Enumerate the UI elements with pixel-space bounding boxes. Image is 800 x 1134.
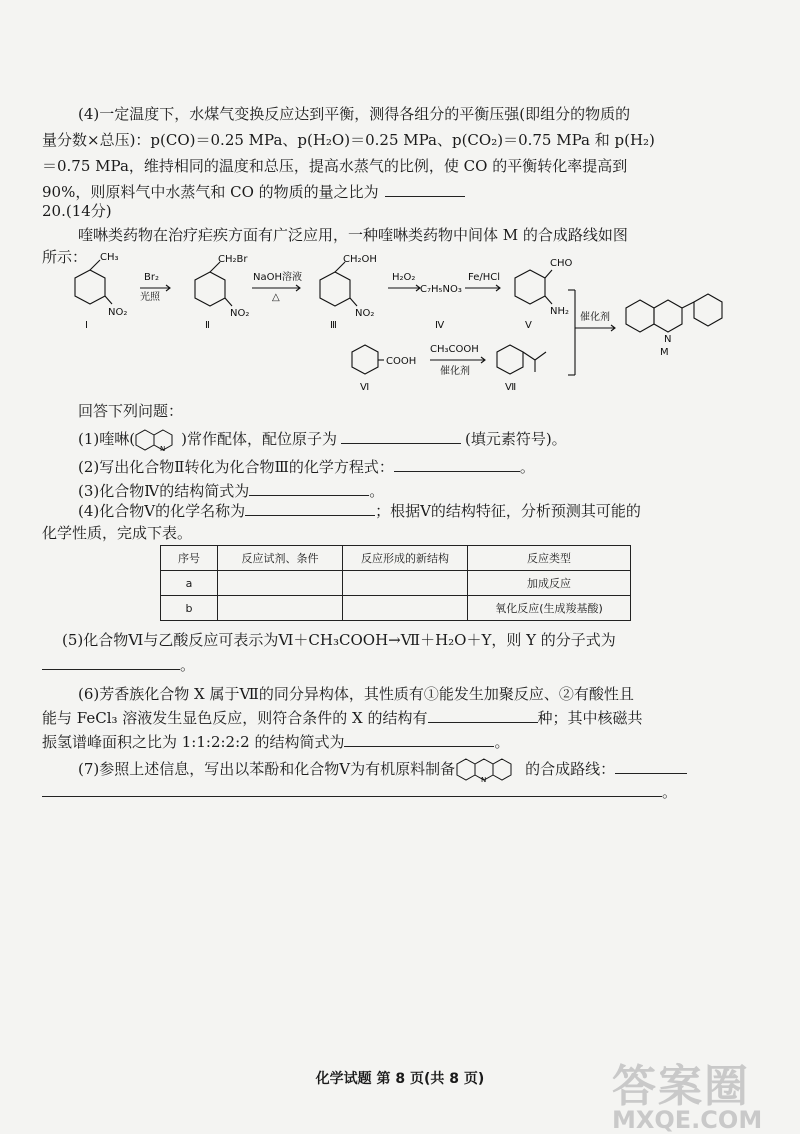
benzene-ring-III	[320, 272, 350, 306]
q4-line4: 90%，则原料气中水蒸气和 CO 的物质的量之比为	[42, 181, 760, 203]
question-6-line1: (6)芳香族化合物 X 属于Ⅶ的同分异构体，其性质有①能发生加聚反应、②有酸性且	[78, 685, 634, 703]
benzene-ring-I	[75, 270, 105, 304]
label-IV: Ⅳ	[435, 320, 445, 331]
reaction-table	[160, 545, 631, 621]
reagent-ch3cooh: CH₃COOH	[430, 344, 479, 355]
question-1: (1)喹啉( N )常作配体，配位原子为 (填元素符号)。	[78, 430, 567, 452]
label-VI: Ⅵ	[360, 382, 370, 393]
watermark-logo: 答案圈	[612, 1061, 750, 1112]
formula-IV: C₇H₅NO₃	[420, 284, 462, 295]
benzene-ring-V	[515, 270, 545, 304]
reagent-naoh: NaOH溶液	[253, 272, 302, 283]
ch2oh-label: CH₂OH	[343, 254, 377, 265]
synthesis-scheme	[60, 250, 750, 400]
q1-answer-blank[interactable]	[341, 429, 461, 444]
q4-answer-blank[interactable]	[385, 182, 465, 197]
q20-intro-2: 所示：	[42, 248, 88, 266]
table-cell-blank[interactable]	[218, 571, 343, 596]
no2-label-II: NO₂	[230, 308, 250, 319]
reagent-h2o2: H₂O₂	[392, 272, 416, 283]
table-cell-blank[interactable]	[343, 596, 468, 621]
label-VII: Ⅶ	[505, 382, 517, 393]
q7-route-blank-1[interactable]	[615, 759, 687, 774]
label-M: M	[660, 347, 669, 358]
q2-answer-blank[interactable]	[394, 457, 520, 472]
label-I: Ⅰ	[85, 320, 88, 331]
table-header-index: 序号	[161, 546, 218, 571]
ch2br-label: CH₂Br	[218, 254, 248, 265]
watermark	[612, 1050, 782, 1134]
page-footer: 化学试题 第 8 页(共 8 页)	[315, 1071, 485, 1087]
no2-label-III: NO₂	[355, 308, 375, 319]
table-header-type: 反应类型	[468, 546, 631, 571]
q20-intro-1: 喹啉类药物在治疗疟疾方面有广泛应用，一种喹啉类药物中间体 M 的合成路线如图	[78, 226, 628, 244]
quinoline-benzo-ring-M	[626, 300, 654, 332]
q4-name-blank[interactable]	[245, 501, 375, 516]
q7-route-blank-2[interactable]	[42, 782, 662, 797]
question-7-line1: (7)参照上述信息，写出以苯酚和化合物Ⅴ为有机原料制备 N 的合成路线：	[78, 757, 760, 783]
svg-text:N: N	[160, 445, 166, 452]
table-cell: 氧化反应(生成羧基酸)	[468, 596, 631, 621]
question-5-line1: (5)化合物Ⅵ与乙酸反应可表示为Ⅵ＋CH₃COOH→Ⅶ＋H₂O＋Y，则 Y 的分子式为	[62, 631, 616, 649]
ch3-label: CH₃	[100, 252, 119, 263]
q6-count-blank[interactable]	[428, 708, 538, 723]
q20-header: 20.(14分)	[42, 202, 112, 220]
cooh-label: COOH	[386, 356, 417, 367]
question-7-line2: 。	[42, 781, 760, 803]
q4-line3: ＝0.75 MPa，维持相同的温度和总压，提高水蒸气的比例，使 CO 的平衡转化率提高到	[42, 157, 628, 175]
label-V: Ⅴ	[525, 320, 532, 331]
table-cell: 加成反应	[468, 571, 631, 596]
quinoline-icon	[135, 428, 181, 452]
table-cell: a	[161, 571, 218, 596]
q5-answer-blank[interactable]	[42, 655, 180, 670]
catalyst-label-VII: 催化剂	[440, 366, 470, 377]
nh2-label: NH₂	[550, 306, 570, 317]
no2-label-I: NO₂	[108, 307, 128, 318]
table-cell-blank[interactable]	[218, 596, 343, 621]
question-2: (2)写出化合物Ⅱ转化为化合物Ⅲ的化学方程式： 。	[78, 458, 535, 476]
q3-answer-blank[interactable]	[249, 481, 369, 496]
benzene-ring-VI	[352, 345, 378, 374]
benzene-ring-II	[195, 272, 225, 306]
benzene-ring-VII	[497, 345, 523, 374]
question-5-line2: 。	[42, 654, 760, 676]
question-4-line1: (4)化合物Ⅴ的化学名称为 ；根据Ⅴ的结构特征，分析预测其可能的	[78, 502, 641, 520]
question-6-line3: 振氢谱峰面积之比为 1:1:2:2:2 的结构简式为 。	[42, 733, 510, 751]
questions-prompt: 回答下列问题：	[78, 402, 184, 420]
table-row	[161, 571, 631, 596]
catalyst-label-M: 催化剂	[580, 312, 610, 323]
label-III: Ⅲ	[330, 320, 337, 331]
table-header-reagent: 反应试剂、条件	[218, 546, 343, 571]
cho-label: CHO	[550, 258, 573, 269]
target-tricyclic-icon	[455, 757, 525, 783]
table-row	[161, 596, 631, 621]
question-4-line2: 化学性质，完成下表。	[42, 524, 193, 542]
watermark-url: MXQE.COM	[612, 1106, 763, 1134]
question-6-line2: 能与 FeCl₃ 溶液发生显色反应，则符合条件的 X 的结构有 种；其中核磁共	[42, 709, 643, 727]
table-cell: b	[161, 596, 218, 621]
cond-light: 光照	[140, 292, 160, 303]
table-cell-blank[interactable]	[343, 571, 468, 596]
reagent-br2: Br₂	[144, 272, 159, 283]
q4-line2: 量分数×总压)：p(CO)＝0.25 MPa、p(H₂O)＝0.25 MPa、p(CO₂)＝0.75 MPa 和 p(H₂)	[42, 131, 655, 149]
label-II: Ⅱ	[205, 320, 210, 331]
q4-line1: (4)一定温度下，水煤气变换反应达到平衡，测得各组分的平衡压强(即组分的物质的	[78, 105, 631, 123]
quinoline-pyridine-ring-M	[654, 300, 682, 332]
q6-structure-blank[interactable]	[344, 732, 494, 747]
phenyl-ring-M	[694, 294, 722, 326]
table-header-structure: 反应形成的新结构	[343, 546, 468, 571]
question-3: (3)化合物Ⅳ的结构简式为 。	[78, 482, 385, 500]
quinoline-n-label: N	[664, 334, 672, 345]
cond-heat: △	[272, 292, 280, 303]
reagent-fe-hcl: Fe/HCl	[468, 272, 501, 283]
svg-text:N: N	[481, 776, 487, 783]
